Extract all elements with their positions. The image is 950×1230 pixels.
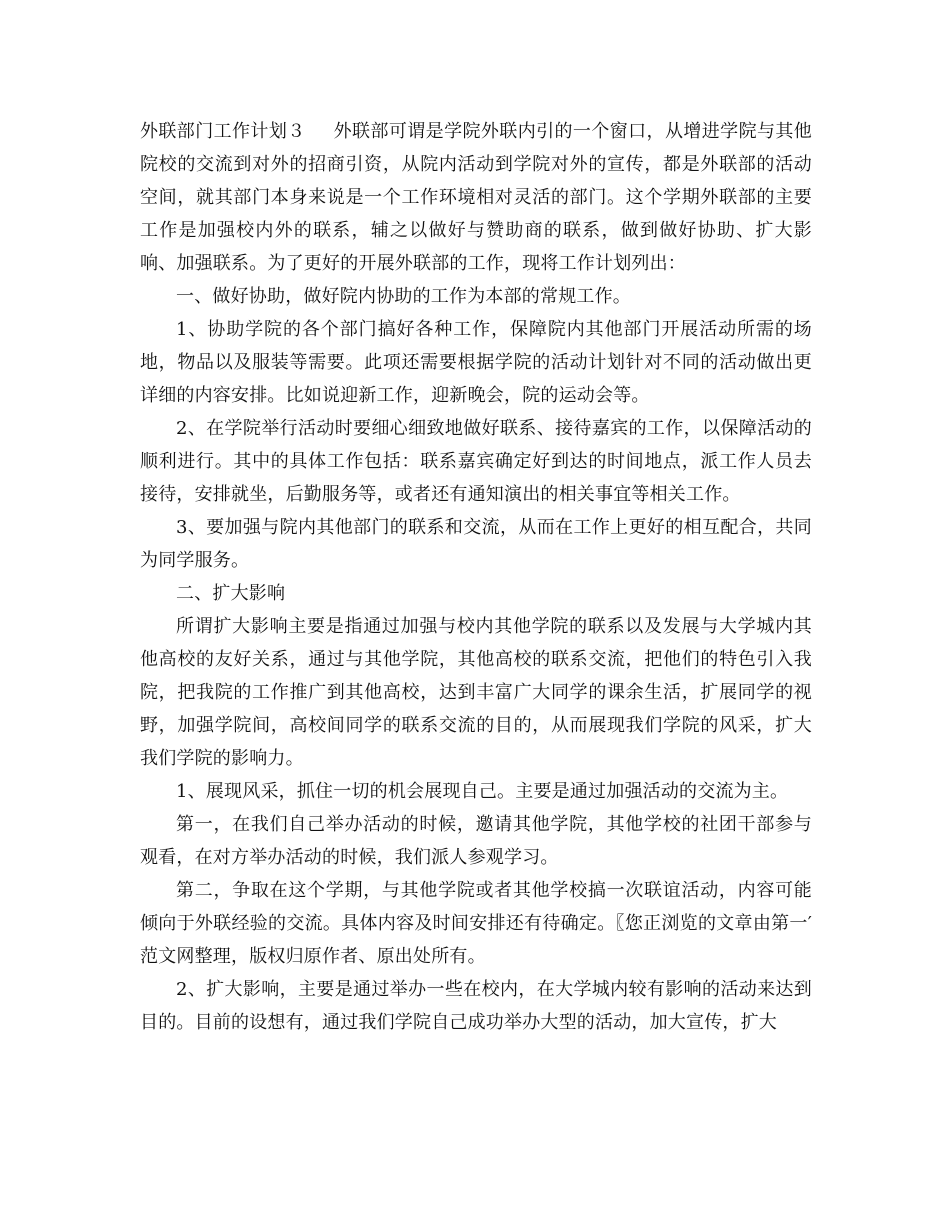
intro-paragraph <box>140 115 812 280</box>
document-title: 外联部门工作计划３ <box>140 121 306 142</box>
paragraph-second-point: 第二，争取在这个学期，与其他学院或者其他学校搞一次联谊活动，内容可能倾向于外联经验的交流。具体内容及时间安排还有待确定。〖您正浏览的文章由第一′范文网整理，版权归原作者、原出处所有。 <box>140 880 812 967</box>
section-heading-influence: 二、扩大影响 <box>176 583 286 604</box>
paragraph-influence-intro: 所谓扩大影响主要是指通过加强与校内其他学院的联系以及发展与大学城内其他高校的友好关系，通过与其他学院，其他高校的联系交流，把他们的特色引入我院，把我院的工作推广到其他高校，达到丰富广大同学的课余生活，扩展同学的视野，加强学院间，高校间同学的联系交流的目的，从而展现我们学院的风采，扩大我们学院的影响力。 <box>140 616 812 769</box>
paragraph-assist-2: 2、在学院举行活动时要细心细致地做好联系、接待嘉宾的工作，以保障活动的顺利进行。其中的具体工作包括：联系嘉宾确定好到达的时间地点，派工作人员去接待，安排就坐，后勤服务等，或者还有通知演出的相关事宜等相关工作。 <box>140 418 812 505</box>
paragraph-assist-3: 3、要加强与院内其他部门的联系和交流，从而在工作上更好的相互配合，共同为同学服务。 <box>140 517 812 571</box>
document-body <box>140 115 812 1039</box>
intro-text: 外联部可谓是学院外联内引的一个窗口，从增进学院与其他院校的交流到对外的招商引资，从院内活动到学院对外的宣传，都是外联部的活动空间，就其部门本身来说是一个工作环境相对灵活的部门。这个学期外联部的主要工作是加强校内外的联系，辅之以做好与赞助商的联系，做到做好协助、扩大影响、加强联系。为了更好的开展外联部的工作，现将工作计划列出： <box>140 121 812 274</box>
section-heading-assist: 一、做好协助，做好院内协助的工作为本部的常规工作。 <box>176 286 631 307</box>
paragraph-assist-1: 1、协助学院的各个部门搞好各种工作，保障院内其他部门开展活动所需的场地，物品以及服装等需要。此项还需要根据学院的活动计划针对不同的活动做出更详细的内容安排。比如说迎新工作，迎新晚会，院的运动会等。 <box>140 319 812 406</box>
paragraph-influence-1: 1、展现风采，抓住一切的机会展现自己。主要是通过加强活动的交流为主。 <box>176 781 789 802</box>
paragraph-first-point: 第一，在我们自己举办活动的时候，邀请其他学院，其他学校的社团干部参与观看，在对方举办活动的时候，我们派人参观学习。 <box>140 814 812 868</box>
paragraph-influence-2: 2、扩大影响，主要是通过举办一些在校内，在大学城内较有影响的活动来达到目的。目前的设想有，通过我们学院自己成功举办大型的活动，加大宣传，扩大 <box>140 979 812 1033</box>
